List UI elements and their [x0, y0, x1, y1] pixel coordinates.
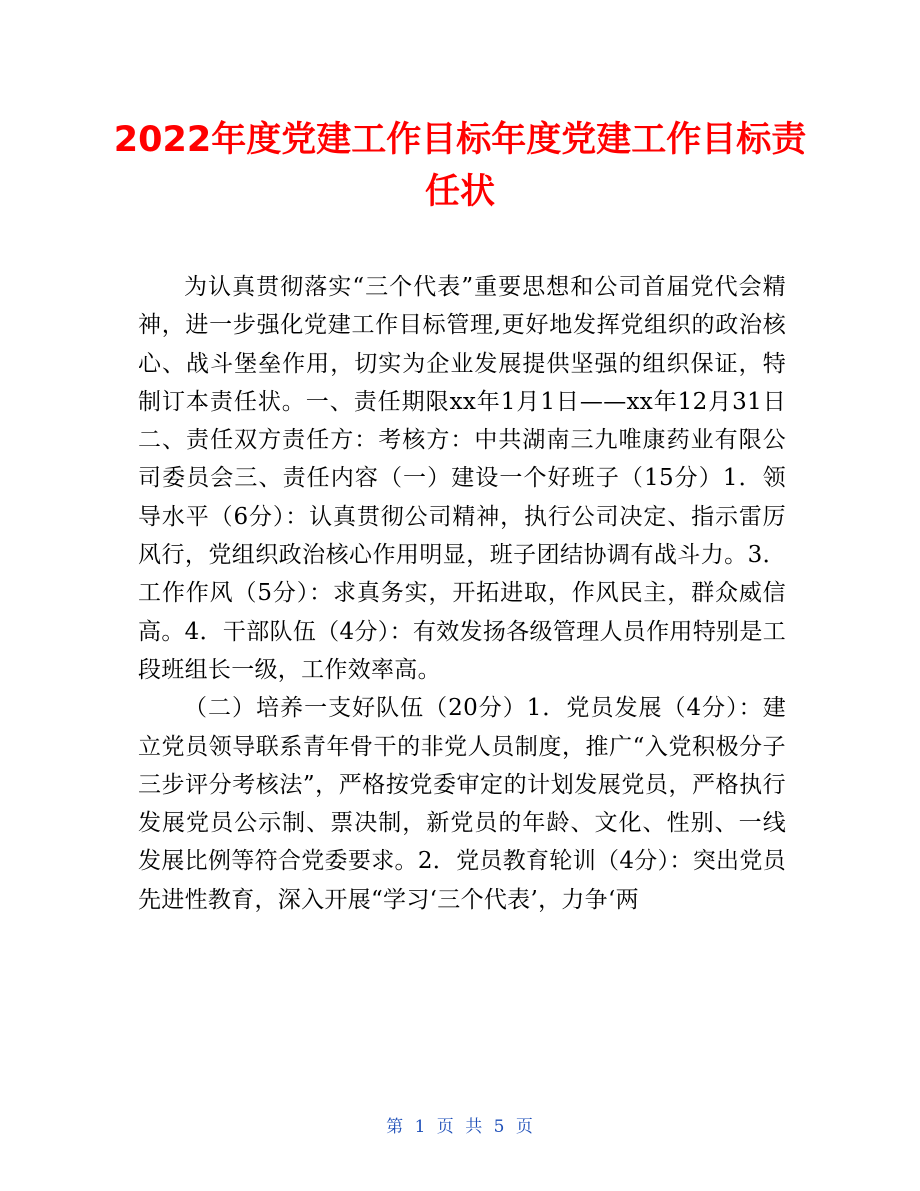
- document-title: 2022年度党建工作目标年度党建工作目标责任状: [113, 120, 807, 212]
- paragraph-1: 为认真贯彻落实“三个代表”重要思想和公司首届党代会精神，进一步强化党建工作目标管理,更好地发挥党组织的政治核心、战斗堡垒作用，切实为企业发展提供坚强的组织保证，特制订本责任状。一、责任期限xx年1月1日——xx年12月31日二、责任双方责任方：考核方：中共湖南三九唯康药业有限公司委员会三、责任内容（一）建设一个好班子（15分）1．领导水平（6分）：认真贯彻公司精神，执行公司决定、指示雷厉风行，党组织政治核心作用明显，班子团结协调有战斗力。3．工作作风（5分）：求真务实，开拓进取，作风民主，群众威信高。4．干部队伍（4分）：有效发扬各级管理人员作用特别是工段班组长一级，工作效率高。: [138, 274, 786, 683]
- page-number-footer: 第 1 页 共 5 页: [386, 1117, 534, 1137]
- paragraph-2: （二）培养一支好队伍（20分）1．党员发展（4分）：建立党员领导联系青年骨干的非党人员制度，推广“入党积极分子三步评分考核法”，严格按党委审定的计划发展党员，严格执行发展党员公示制、票决制，新党员的年龄、文化、性别、一线发展比例等符合党委要求。2．党员教育轮训（4分）：突出党员先进性教育，深入开展“学习‘三个代表’，力争‘两: [138, 695, 786, 913]
- document-body: [138, 268, 786, 919]
